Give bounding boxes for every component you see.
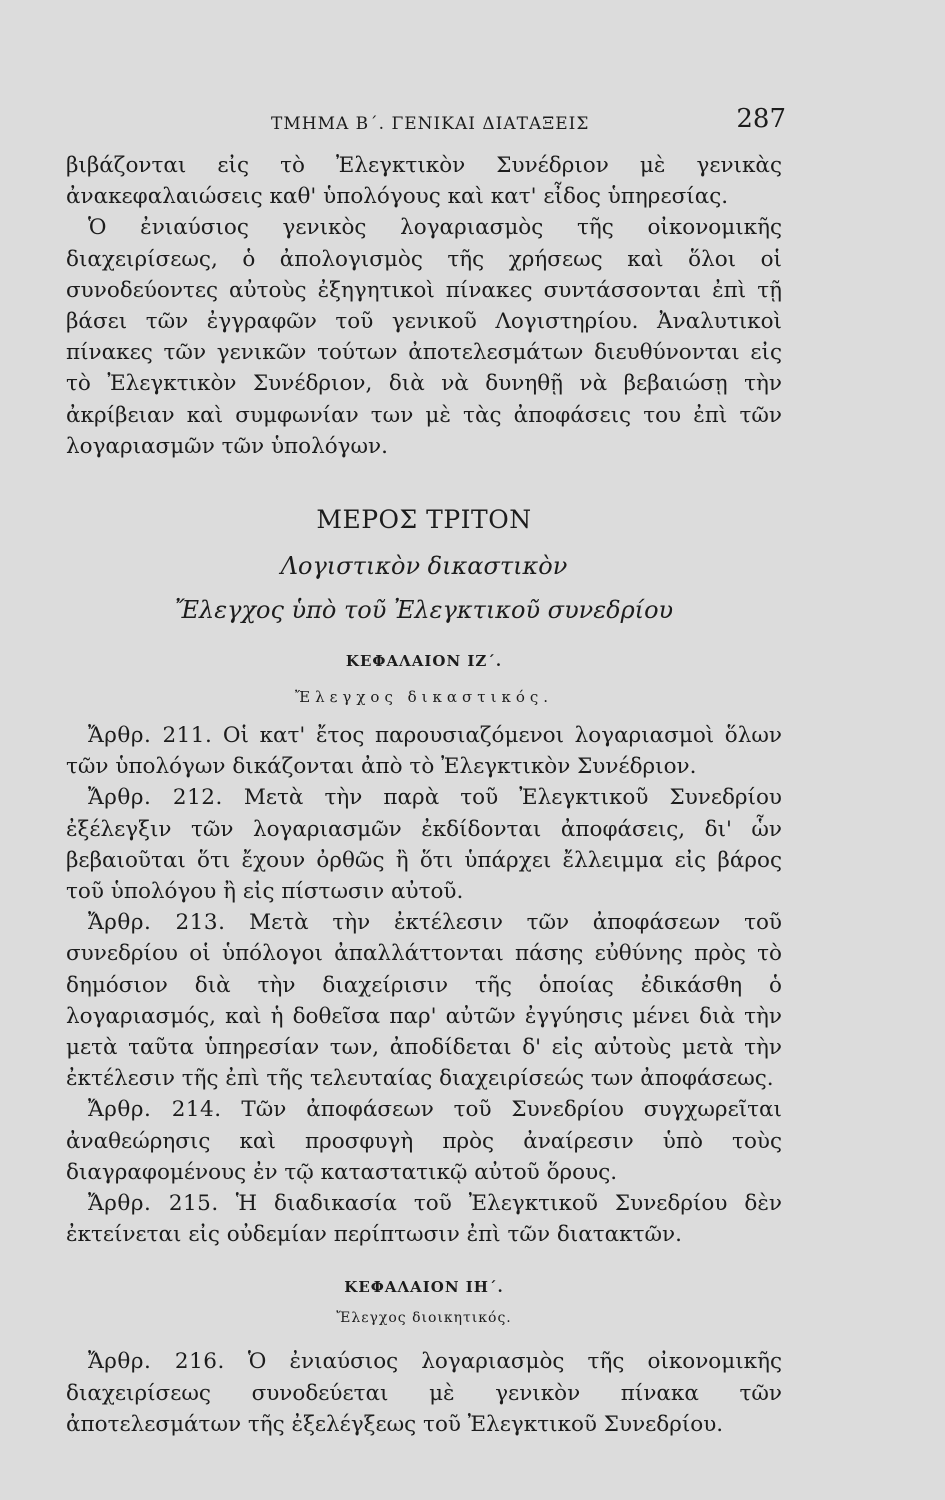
article-213 bbox=[66, 907, 782, 1094]
page-number: 287 bbox=[736, 104, 786, 134]
article-label: Ἄρθρ. 212. bbox=[88, 785, 223, 811]
page-body bbox=[66, 150, 782, 1440]
part-subtitle: Λογιστικὸν δικαστικὸν bbox=[280, 552, 568, 581]
part-title: ΜΕΡΟΣ ΤΡΙΤΟΝ bbox=[316, 505, 532, 535]
chapter-18-title: ΚΕΦΑΛΑΙΟΝ ΙΗ΄. bbox=[344, 1278, 504, 1297]
article-label: Ἄρθρ. 215. bbox=[88, 1191, 219, 1217]
chapter-17-subtitle: Ἔλεγχος δικαστικός. bbox=[294, 688, 554, 707]
article-214 bbox=[66, 1094, 782, 1188]
article-label: Ἄρθρ. 213. bbox=[88, 910, 226, 936]
article-text: Ὁ ἐνιαύσιος λογαριασμὸς τῆς οἰκονομικῆς διαχειρίσεως συνοδεύεται μὲ γενικὸν πίνακα τῶν ἀποτελεσμάτων τῆς ἐξελέγξεως τοῦ Ἐλεγκτικοῦ Συνεδρίου. bbox=[66, 1349, 783, 1437]
article-text: Μετὰ τὴν παρὰ τοῦ Ἐλεγκτικοῦ Συνεδρίου ἐξέλεγξιν τῶν λογαριασμῶν ἐκδίδονται ἀποφάσεις, δι' ὧν βεβαιοῦται ὅτι ἔχουν ὀρθῶς ἢ ὅτι ὑπάρχει ἔλλειμμα εἰς βάρος τοῦ ὑπολόγου ἢ εἰς πίστωσιν αὐτοῦ. bbox=[66, 785, 782, 905]
article-text: Μετὰ τὴν ἐκτέλεσιν τῶν ἀποφάσεων τοῦ συνεδρίου οἱ ὑπόλογοι ἀπαλλάττονται πάσης εὐθύνης πρὸς τὸ δημόσιον διὰ τὴν διαχείρισιν τῆς ὁποίας ἐδικάσθη ὁ λογαριασμός, καὶ ἡ δοθεῖσα παρ' αὐτῶν ἐγγύησις μένει διὰ τὴν μετὰ ταῦτα ὑπηρεσίαν των, ἀποδίδεται δ' εἰς αὐτοὺς μετὰ τὴν ἐκτέλεσιν τῆς ἐπὶ τῆς τελευταίας διαχειρίσεώς των ἀποφάσεως. bbox=[66, 910, 782, 1092]
article-label: Ἄρθρ. 216. bbox=[88, 1349, 225, 1375]
chapter-18-subtitle: Ἔλεγχος διοικητικός. bbox=[336, 1310, 512, 1327]
article-label: Ἄρθρ. 211. bbox=[88, 723, 213, 749]
chapter-17-title: ΚΕΦΑΛΑΙΟΝ ΙΖ΄. bbox=[345, 652, 503, 671]
chapter-17-articles bbox=[66, 720, 782, 1250]
running-head: ΤΜΗΜΑ Β΄. ΓΕΝΙΚΑΙ ΔΙΑΤΑΞΕΙΣ bbox=[271, 114, 590, 134]
article-215 bbox=[66, 1188, 782, 1250]
article-label: Ἄρθρ. 214. bbox=[88, 1097, 222, 1123]
intro-paragraph-2: Ὁ ἐνιαύσιος γενικὸς λογαριασμὸς τῆς οἰκονομικῆς διαχειρίσεως, ὁ ἀπολογισμὸς τῆς χρήσεως καὶ ὅλοι οἱ συνοδεύοντες αὐτοὺς ἐξηγητικοὶ πίνακες συντάσσονται ἐπὶ τῇ βάσει τῶν ἐγγραφῶν τοῦ γενικοῦ Λογιστηρίου. Ἀναλυτικοὶ πίνακες τῶν γενικῶν τούτων ἀποτελεσμάτων διευθύνονται εἰς τὸ Ἐλεγκτικὸν Συνέδριον, διὰ νὰ δυνηθῇ νὰ βεβαιώσῃ τὴν ἀκρίβειαν καὶ συμφωνίαν των μὲ τὰς ἀποφάσεις του ἐπὶ τῶν λογαριασμῶν τῶν ὑπολόγων. bbox=[66, 215, 782, 459]
page-header bbox=[66, 104, 786, 140]
article-212 bbox=[66, 782, 782, 907]
article-211 bbox=[66, 720, 782, 782]
intro-paragraph-1: βιβάζονται εἰς τὸ Ἐλεγκτικὸν Συνέδριον μὲ γενικὰς ἀνακεφαλαιώσεις καθ' ὑπολόγους καὶ κατ' εἶδος ὑπηρεσίας. bbox=[66, 153, 782, 210]
part-subtitle-2: Ἔλεγχος ὑπὸ τοῦ Ἐλεγκτικοῦ συνεδρίου bbox=[174, 596, 674, 625]
chapter-18-articles bbox=[66, 1346, 782, 1440]
article-text: Οἱ κατ' ἔτος παρουσιαζόμενοι λογαριασμοὶ ὅλων τῶν ὑπολόγων δικάζονται ἀπὸ τὸ Ἐλεγκτικὸν Συνέδριον. bbox=[66, 723, 782, 780]
article-216 bbox=[66, 1346, 782, 1440]
article-text: Τῶν ἀποφάσεων τοῦ Συνεδρίου συγχωρεῖται ἀναθεώρησις καὶ προσφυγὴ πρὸς ἀναίρεσιν ὑπὸ τοὺς διαγραφομένους ἐν τῷ καταστατικῷ αὐτοῦ ὅρους. bbox=[66, 1097, 782, 1185]
article-text: Ἡ διαδικασία τοῦ Ἐλεγκτικοῦ Συνεδρίου δὲν ἐκτείνεται εἰς οὐδεμίαν περίπτωσιν ἐπὶ τῶν διατακτῶν. bbox=[66, 1191, 782, 1248]
